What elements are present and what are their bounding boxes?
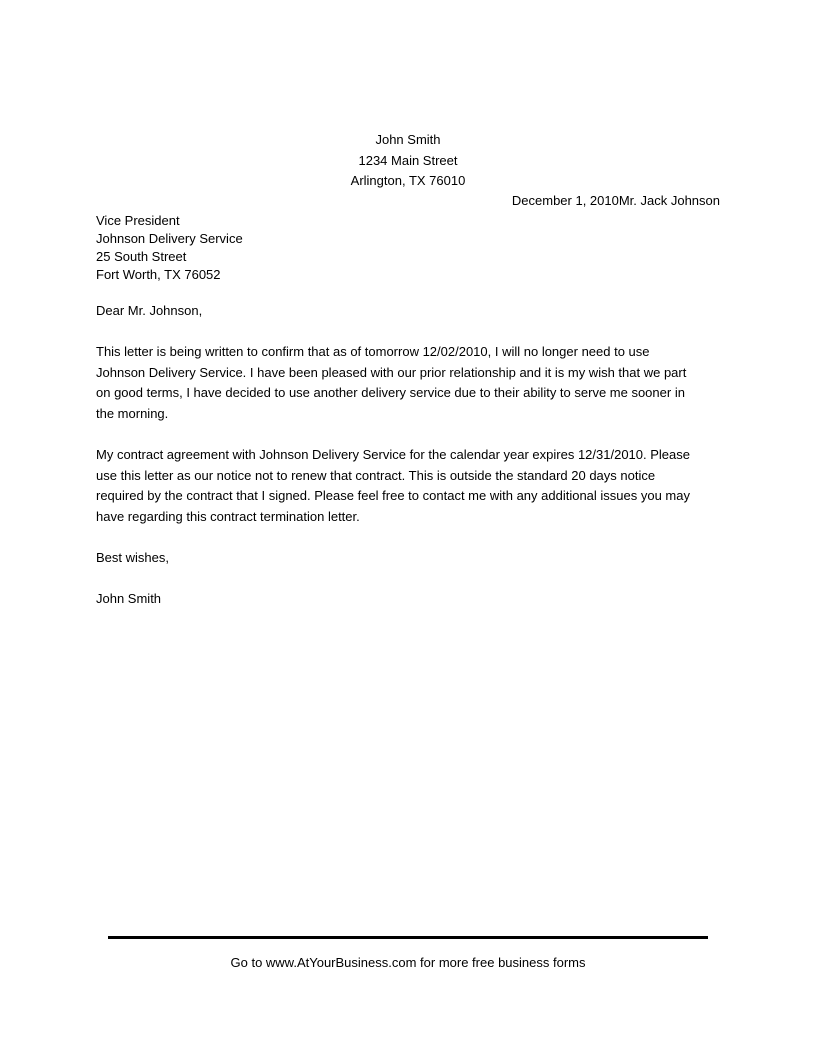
paragraph-line: have regarding this contract termination letter. (96, 509, 360, 525)
paragraph-line: the morning. (96, 406, 169, 422)
body-paragraph-2 (96, 445, 718, 528)
paragraph-line: This letter is being written to confirm that as of tomorrow 12/02/2010, I will no longer need to use (96, 344, 650, 359)
sender-street: 1234 Main Street (358, 152, 458, 168)
sender-address-block (0, 130, 816, 192)
paragraph-line: Johnson Delivery Service. I have been pleased with our prior relationship and it is my wish that we part (96, 364, 687, 380)
body-paragraph-1 (96, 342, 718, 425)
footer-text: Go to www.AtYourBusiness.com for more free business forms (230, 955, 586, 970)
sender-city-state-zip: Arlington, TX 76010 (350, 173, 466, 188)
recipient-city-state-zip: Fort Worth, TX 76052 (96, 267, 221, 282)
footer-divider (108, 936, 708, 939)
date-and-recipient-name: December 1, 2010Mr. Jack Johnson (511, 193, 720, 208)
recipient-street: 25 South Street (96, 249, 187, 264)
recipient-company: Johnson Delivery Service (96, 231, 243, 246)
closing: Best wishes, (96, 550, 169, 565)
recipient-address-block (96, 212, 243, 284)
paragraph-line: required by the contract that I signed. Please feel free to contact me with any additional issues you may (96, 488, 690, 504)
paragraph-line: My contract agreement with Johnson Delivery Service for the calendar year expires 12/31/2010. Please (96, 447, 690, 462)
recipient-title: Vice President (96, 213, 180, 228)
signature-name: John Smith (96, 591, 162, 606)
paragraph-line: use this letter as our notice not to renew that contract. This is outside the standard 20 days notice (96, 467, 656, 483)
sender-name: John Smith (375, 132, 441, 147)
paragraph-line: on good terms, I have decided to use another delivery service due to their ability to serve me sooner in (96, 385, 685, 401)
salutation: Dear Mr. Johnson, (96, 303, 203, 318)
